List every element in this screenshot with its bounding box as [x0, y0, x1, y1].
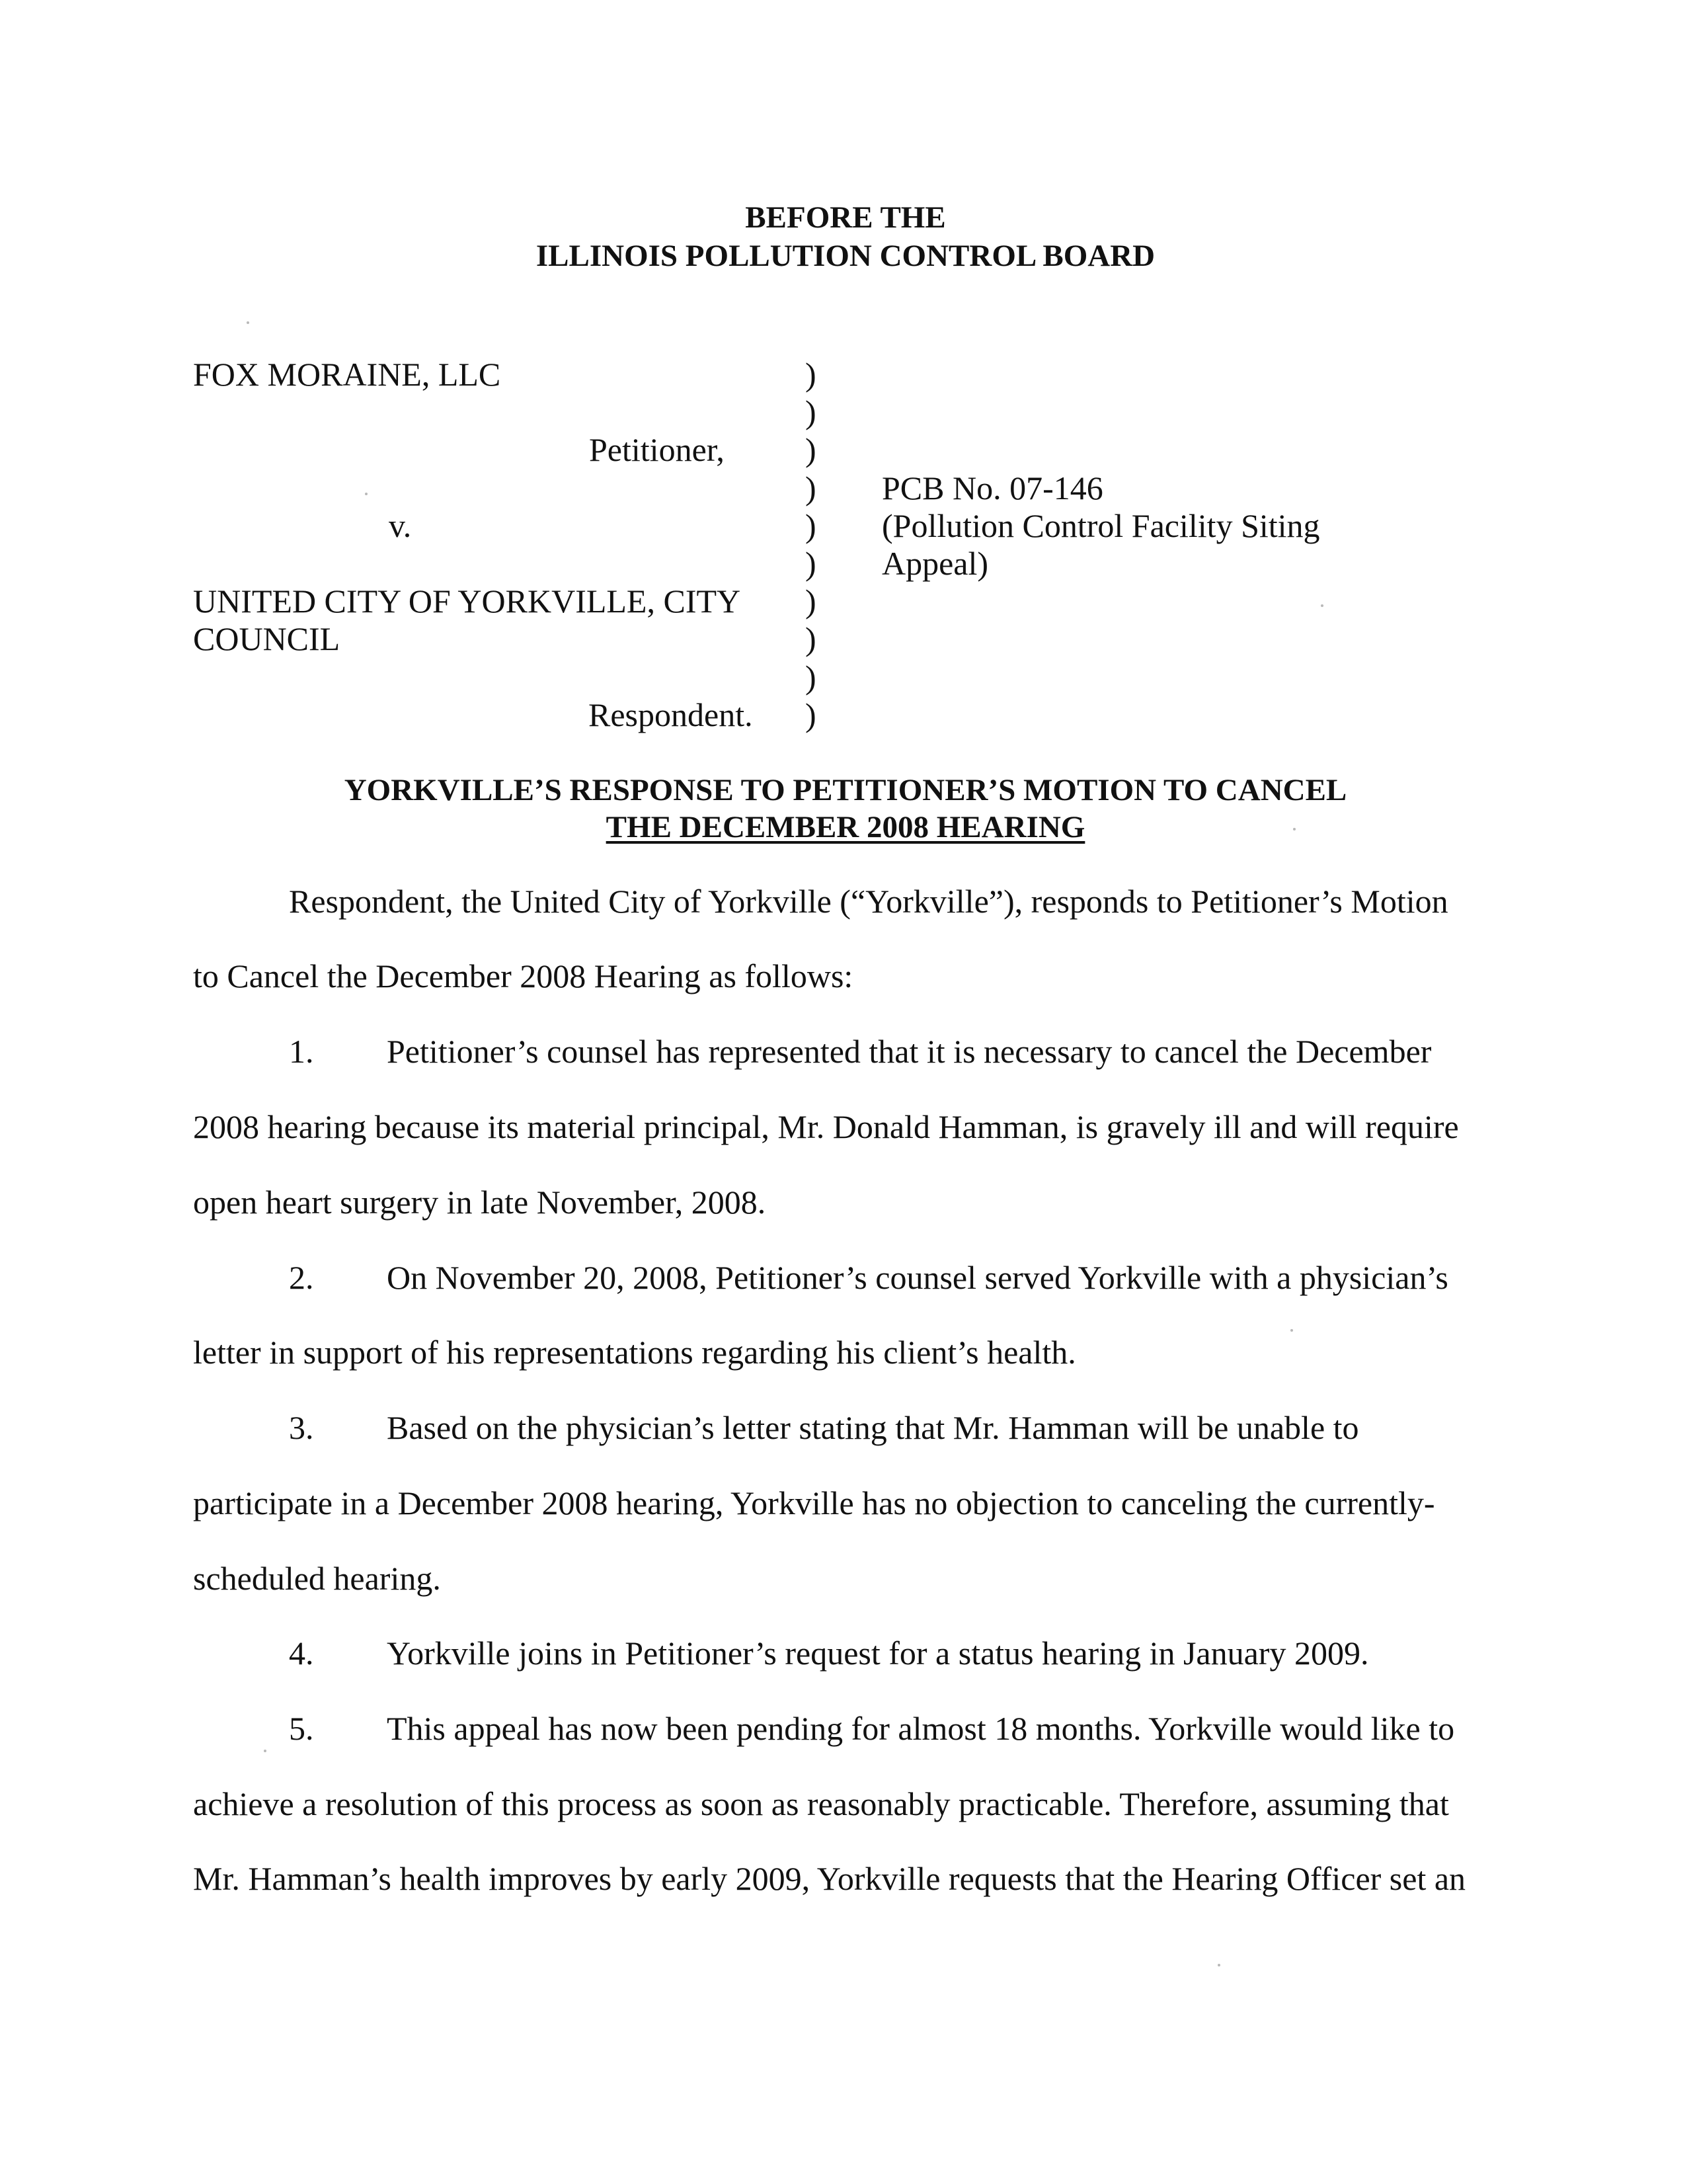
scan-speck [247, 321, 249, 324]
scan-speck [1321, 604, 1323, 607]
document-title-line-2: THE DECEMBER 2008 HEARING [606, 810, 1085, 844]
case-type-line-1: (Pollution Control Facility Siting [882, 507, 1320, 544]
caption-paren: ) [805, 583, 816, 620]
item-line: scheduled hearing. [193, 1560, 441, 1597]
item-number: 5. [289, 1710, 314, 1747]
intro-line-1: Respondent, the United City of Yorkville (“Yorkville”), responds to Petitioner’s Motion [289, 883, 1448, 920]
caption-paren: ) [805, 356, 816, 393]
item-line: Mr. Hamman’s health improves by early 2009, Yorkville requests that the Hearing Officer set an [193, 1860, 1466, 1897]
scan-speck [1218, 1964, 1220, 1966]
item-number: 3. [289, 1409, 314, 1446]
case-type-line-2: Appeal) [882, 545, 989, 582]
item-line: On November 20, 2008, Petitioner’s counsel served Yorkville with a physician’s [387, 1259, 1448, 1296]
item-line: participate in a December 2008 hearing, Yorkville has no objection to canceling the currently- [193, 1484, 1435, 1521]
respondent-name-line-1: UNITED CITY OF YORKVILLE, CITY [193, 583, 741, 620]
petitioner-name: FOX MORAINE, LLC [193, 356, 501, 393]
scan-speck [1290, 1329, 1293, 1332]
caption-paren: ) [805, 696, 816, 733]
caption-paren: ) [805, 507, 816, 544]
scan-speck [264, 1750, 266, 1752]
item-line: Based on the physician’s letter stating that Mr. Hamman will be unable to [387, 1409, 1359, 1446]
item-line: achieve a resolution of this process as soon as reasonably practicable. Therefore, assuming that [193, 1785, 1449, 1822]
caption-paren: ) [805, 431, 816, 468]
header-line-1: BEFORE THE [745, 200, 946, 235]
header-line-2: ILLINOIS POLLUTION CONTROL BOARD [535, 239, 1156, 273]
item-line: open heart surgery in late November, 2008. [193, 1184, 766, 1221]
versus-label: v. [389, 507, 412, 544]
caption-paren: ) [805, 469, 816, 506]
respondent-name-line-2: COUNCIL [193, 620, 340, 657]
item-line: Petitioner’s counsel has represented that it is necessary to cancel the December [387, 1033, 1432, 1070]
item-line: This appeal has now been pending for almost 18 months. Yorkville would like to [387, 1710, 1455, 1747]
petitioner-role: Petitioner, [589, 431, 725, 468]
caption-paren: ) [805, 393, 816, 430]
case-number: PCB No. 07-146 [882, 469, 1103, 506]
caption-paren: ) [805, 659, 816, 696]
document-title-line-1: YORKVILLE’S RESPONSE TO PETITIONER’S MOTION TO CANCEL [344, 773, 1347, 807]
document-title-line-2-wrap [0, 809, 1691, 845]
intro-line-2: to Cancel the December 2008 Hearing as follows: [193, 957, 853, 994]
respondent-role: Respondent. [588, 696, 753, 733]
item-line: Yorkville joins in Petitioner’s request for a status hearing in January 2009. [387, 1635, 1369, 1672]
item-number: 1. [289, 1033, 314, 1070]
scan-speck [365, 493, 368, 495]
caption-paren: ) [805, 620, 816, 657]
item-line: 2008 hearing because its material principal, Mr. Donald Hamman, is gravely ill and will require [193, 1108, 1459, 1145]
item-number: 4. [289, 1635, 314, 1672]
item-line: letter in support of his representations regarding his client’s health. [193, 1334, 1076, 1371]
caption-paren: ) [805, 545, 816, 582]
scan-speck [1293, 828, 1296, 830]
item-number: 2. [289, 1259, 314, 1296]
